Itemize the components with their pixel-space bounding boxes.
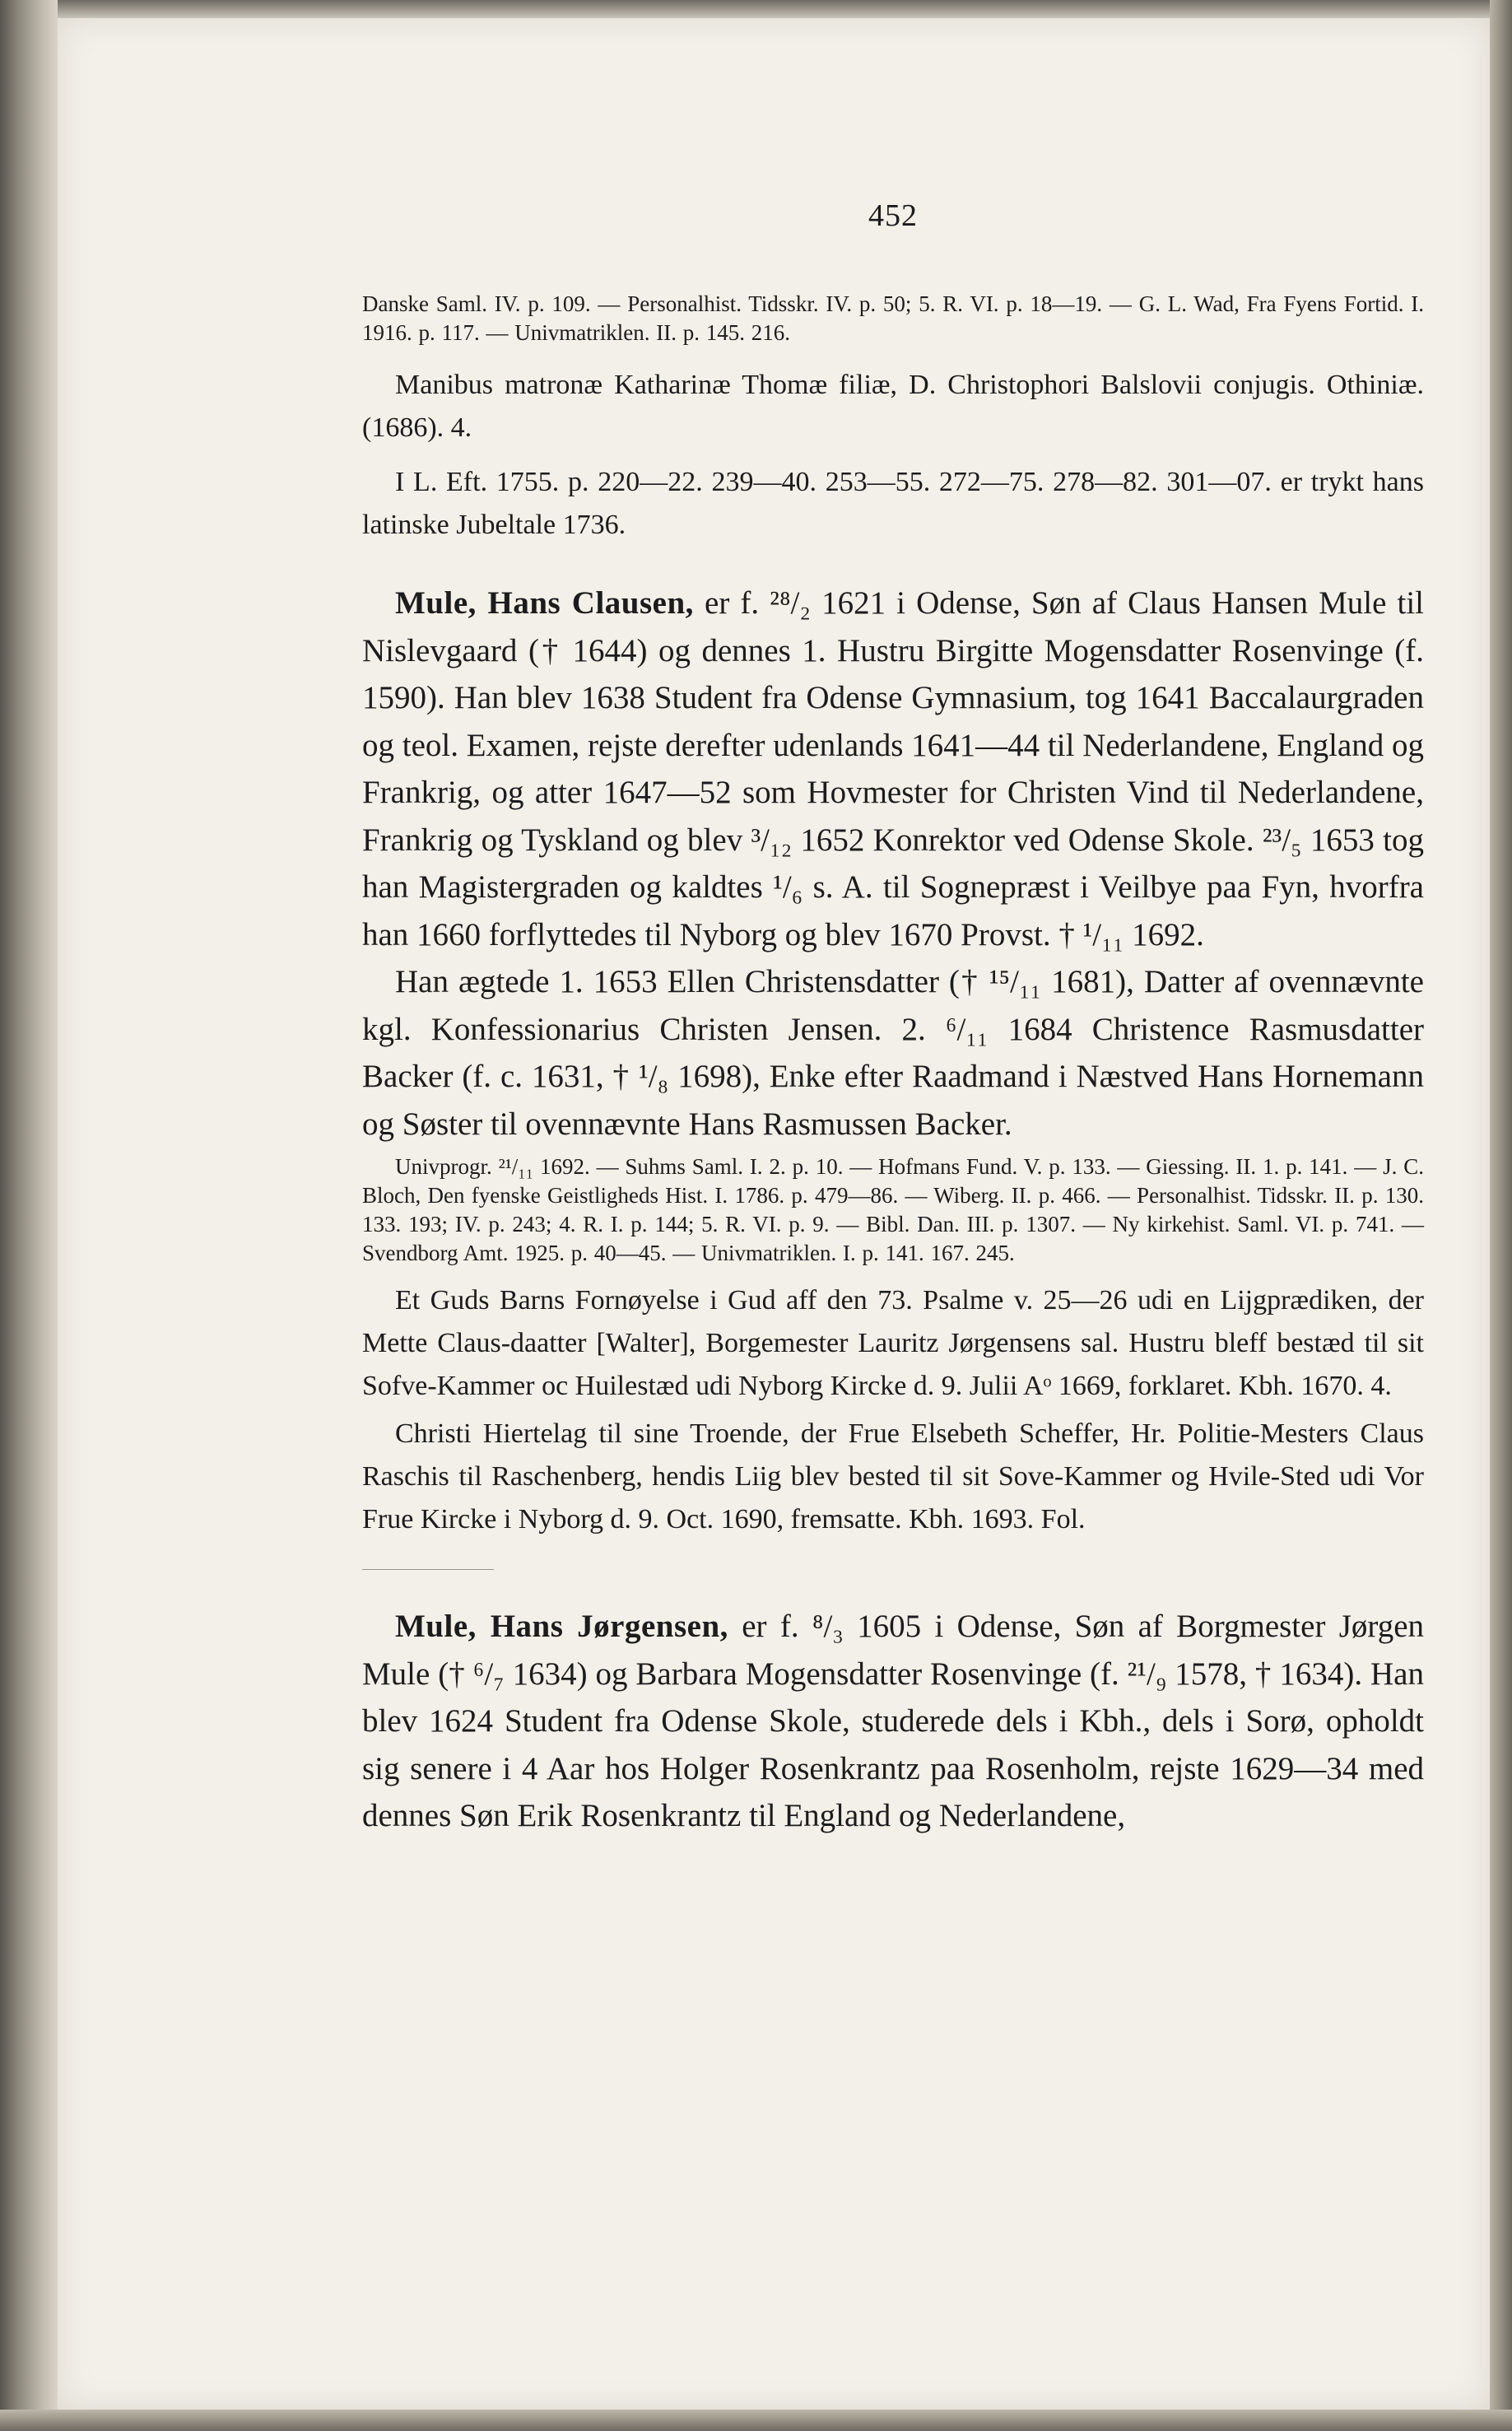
references-block: Danske Saml. IV. p. 109. — Personalhist. Tidsskr. IV. p. 50; 5. R. VI. p. 18—19. — G. L. Wad, Fra Fyens Fortid. I. 1916. p. 117. — Univmatriklen. II. p. 145. 216.	[362, 291, 1424, 345]
references-block: Univprogr. ²¹/₁₁ 1692. — Suhms Saml. I. 2. p. 10. — Hofmans Fund. V. p. 133. — Giessing. II. 1. p. 141. — J. C. Bloch, Den fyenske Geistligheds Hist. I. 1786. p. 479—86. — Wiberg. II. p. 466. — Personalhist. Tidsskr. II. p. 130. 133. 193; IV. p. 243; 4. R. I. p. 144; 5. R. VI. p. 9. — Bibl. Dan. III. p. 1307. — Ny kirkehist. Saml. VI. p. 741. — Svendborg Amt. 1925. p. 40—45. — Univmatriklen. I. p. 141. 167. 245.	[362, 1154, 1424, 1265]
work-entry: Et Guds Barns Fornøyelse i Gud aff den 73. Psalme v. 25—26 udi en Lijgprædiken, der Mette Claus-daatter [Walter], Borgemester Lauritz Jørgensens sal. Hustru bleff bestæd til sit Sofve-Kammer oc Huilestæd udi Nyborg Kircke d. 9. Julii Aᵒ 1669, forklaret. Kbh. 1670. 4.	[362, 1285, 1424, 1401]
entry-text: er f. ⁸/₃ 1605 i Odense, Søn af Borgmester Jørgen Mule († ⁶/₇ 1634) og Barbara Mogensdatter Rosenvinge (f. ²¹/₉ 1578, † 1634). Han blev 1624 Student fra Odense Skole, studerede dels i Kbh., dels i Sorø, opholdt sig senere i 4 Aar hos Holger Rosenkrantz paa Rosenholm, rejste 1629—34 med dennes Søn Erik Rosenkrantz til England og Nederlandene,	[362, 1609, 1425, 1833]
page-top-edge	[0, 0, 1512, 18]
page-bottom-edge	[0, 2410, 1512, 2431]
book-spine-edge	[0, 0, 58, 2431]
marriage-paragraph: Han ægtede 1. 1653 Ellen Christensdatter († ¹⁵/₁₁ 1681), Datter af ovennævnte kgl. Konfessionarius Christen Jensen. 2. ⁶/₁₁ 1684 Christence Rasmusdatter Backer (f. c. 1631, † ¹/₈ 1698), Enke efter Raadmand i Næstved Hans Hornemann og Søster til ovennævnte Hans Rasmussen Backer.	[362, 964, 1424, 1142]
work-entry: Manibus matronæ Katharinæ Thomæ filiæ, D. Christophori Balslovii conjugis. Othiniæ. (1686). 4.	[362, 370, 1424, 443]
section-divider	[362, 1569, 494, 1570]
page-right-edge	[1490, 0, 1512, 2431]
page-content	[362, 198, 1424, 1840]
entry-name: Mule, Hans Clausen,	[395, 585, 694, 621]
page-number: 452	[868, 198, 918, 233]
work-entry: I L. Eft. 1755. p. 220—22. 239—40. 253—55. 272—75. 278—82. 301—07. er trykt hans latinske Jubeltale 1736.	[362, 467, 1424, 540]
entry-name: Mule, Hans Jørgensen,	[395, 1609, 728, 1644]
entry-text: er f. ²⁸/₂ 1621 i Odense, Søn af Claus Hansen Mule til Nislevgaard († 1644) og dennes 1. Hustru Birgitte Mogensdatter Rosenvinge (f. 1590). Han blev 1638 Student fra Odense Gymnasium, tog 1641 Baccalaurgraden og teol. Examen, rejste derefter udenlands 1641—44 til Nederlandene, England og Frankrig, og atter 1647—52 som Hovmester for Christen Vind til Nederlandene, Frankrig og Tyskland og blev ³/₁₂ 1652 Konrektor ved Odense Skole. ²³/₅ 1653 tog han Magistergraden og kaldtes ¹/₆ s. A. til Sognepræst i Veilbye paa Fyn, hvorfra han 1660 forflyttedes til Nyborg og blev 1670 Provst. † ¹/₁₁ 1692.	[362, 585, 1425, 952]
work-entry: Christi Hiertelag til sine Troende, der Frue Elsebeth Scheffer, Hr. Politie-Mesters Claus Raschis til Raschenberg, hendis Liig blev bested til sit Sove-Kammer og Hvile-Sted udi Vor Frue Kircke i Nyborg d. 9. Oct. 1690, fremsatte. Kbh. 1693. Fol.	[362, 1418, 1424, 1535]
biography-entry	[362, 1603, 1424, 1840]
biography-entry	[362, 580, 1424, 958]
